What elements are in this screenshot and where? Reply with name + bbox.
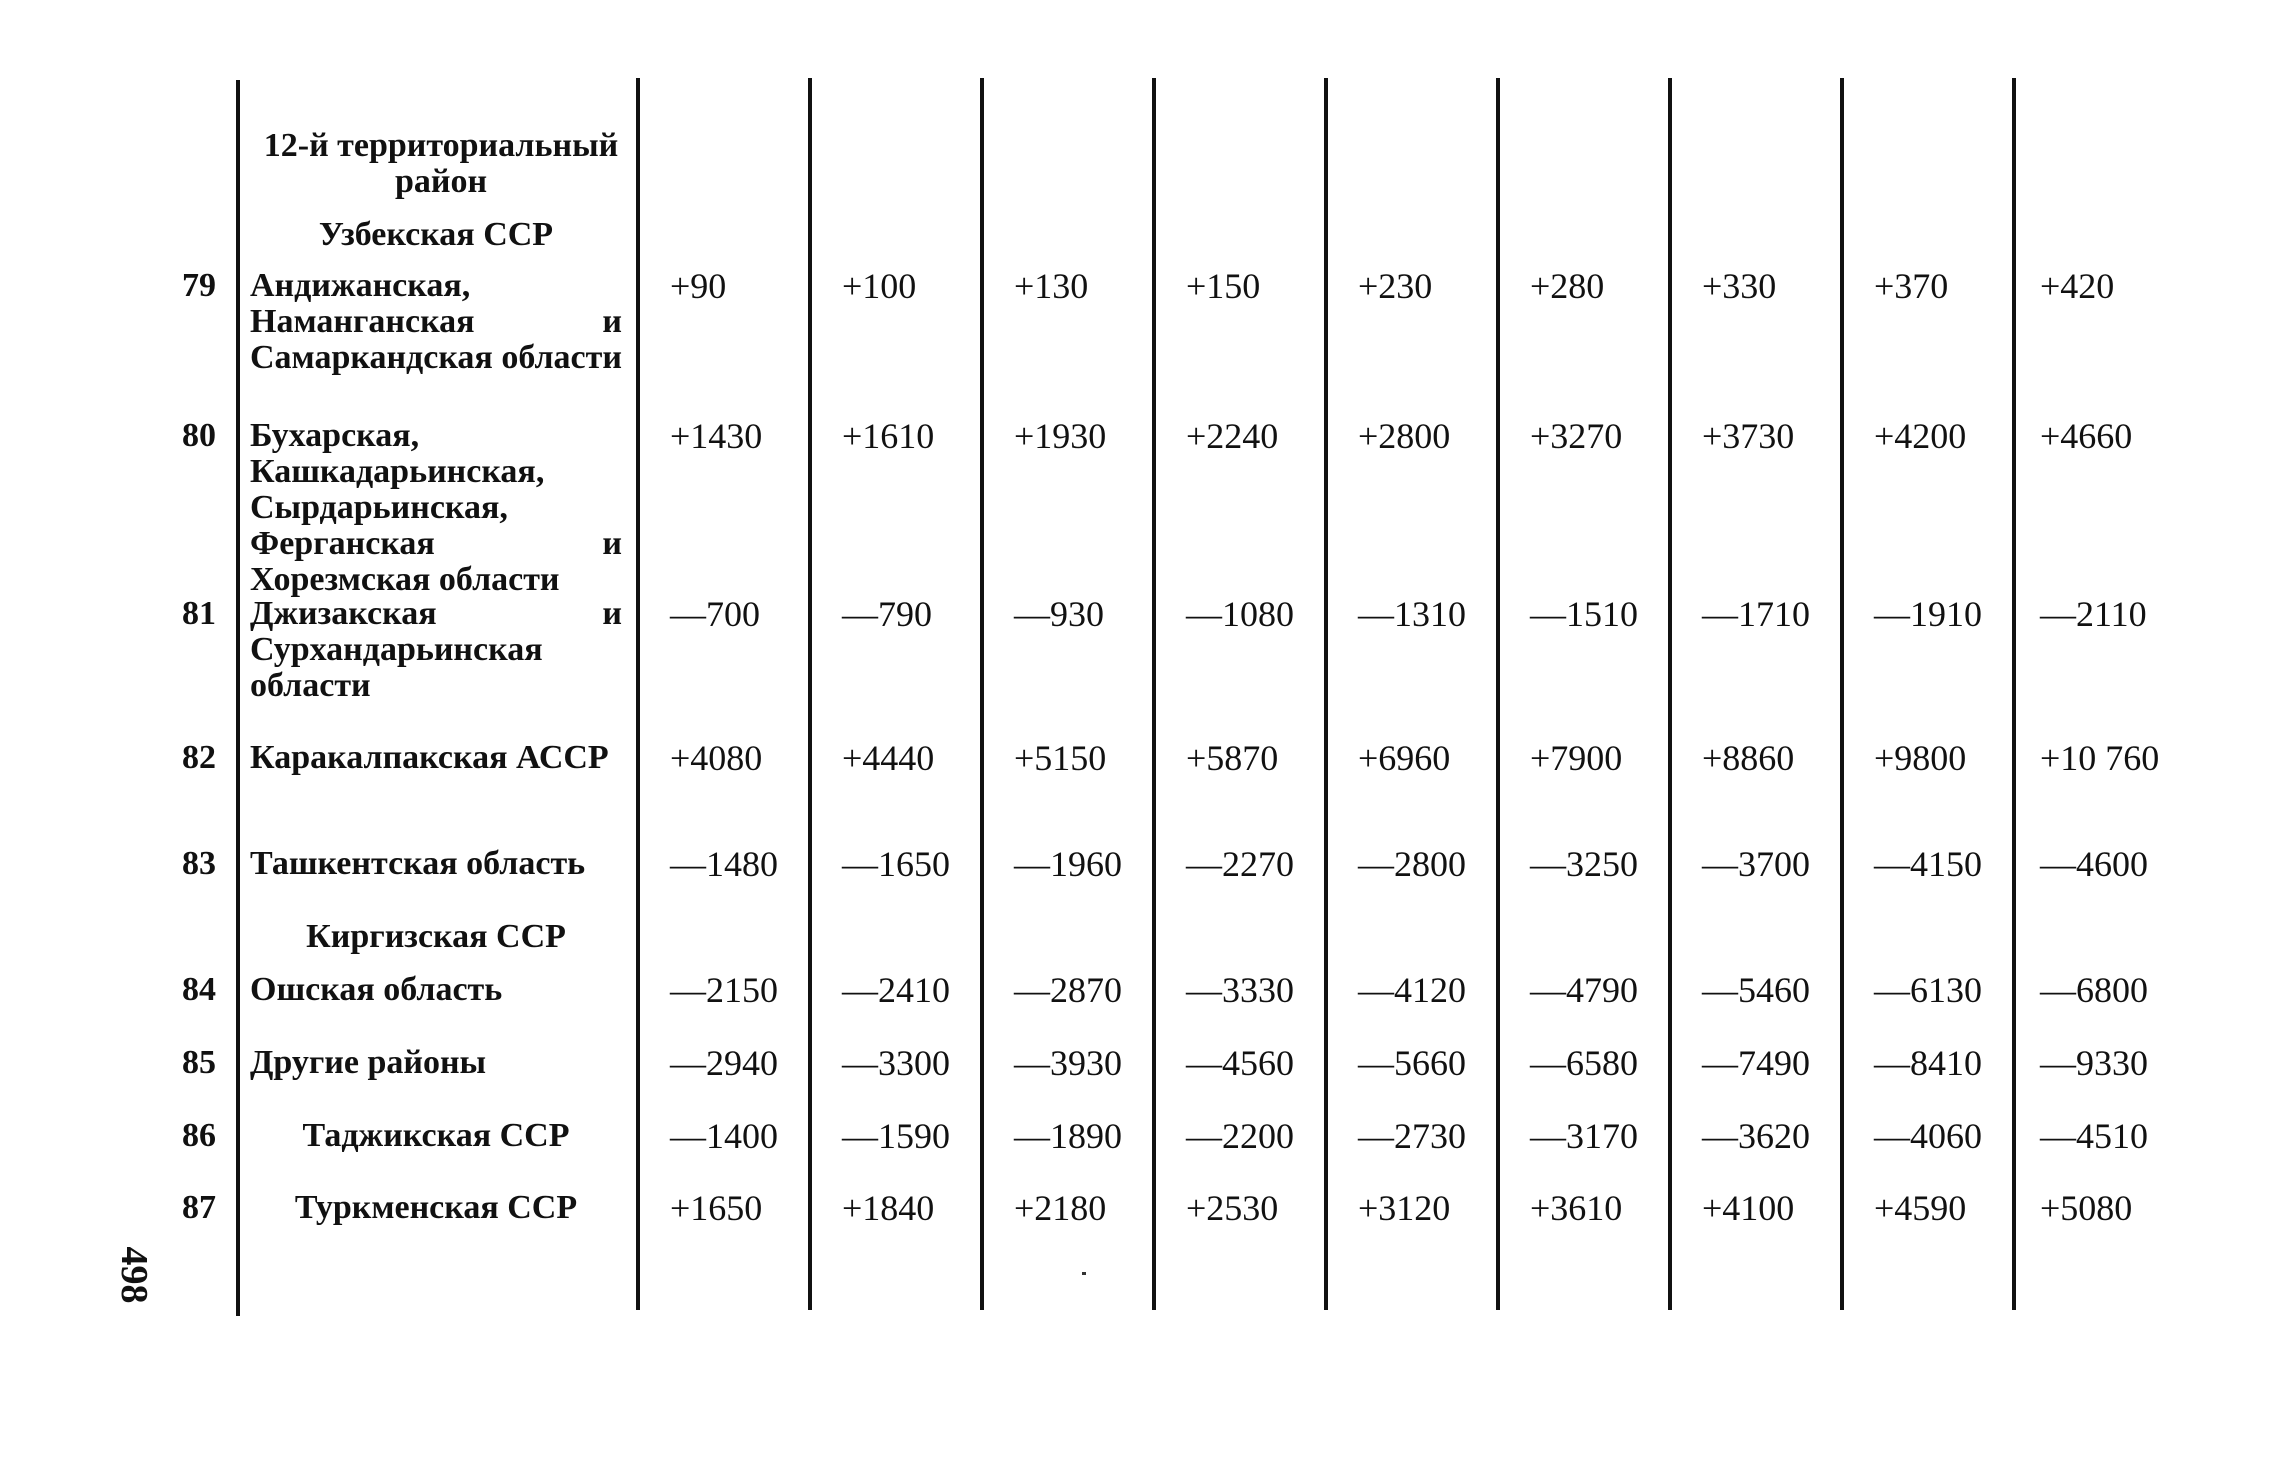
row-value: +2800 bbox=[1358, 416, 1451, 456]
row-value: —2870 bbox=[1014, 970, 1122, 1010]
row-number: 86 bbox=[182, 1117, 216, 1154]
row-value: —2410 bbox=[842, 970, 950, 1010]
row-number: 83 bbox=[182, 845, 216, 882]
group-heading-uzbek: Узбекская ССР bbox=[318, 216, 554, 253]
row-value: +4590 bbox=[1874, 1188, 1967, 1228]
row-name: Другие районы bbox=[250, 1044, 487, 1081]
row-value: —6130 bbox=[1874, 970, 1982, 1010]
row-value: —4150 bbox=[1874, 844, 1982, 884]
row-value: —6580 bbox=[1530, 1043, 1638, 1083]
row-name: Ошская область bbox=[250, 971, 503, 1008]
row-value: —930 bbox=[1014, 594, 1104, 634]
row-value: +280 bbox=[1530, 266, 1605, 306]
row-value: —1590 bbox=[842, 1116, 950, 1156]
row-name: Андижанская, Наманганская и Самаркандская области bbox=[250, 267, 622, 376]
row-name: Джизакская и Сурхандарьинская области bbox=[250, 595, 622, 704]
row-value: +370 bbox=[1874, 266, 1949, 306]
row-number: 81 bbox=[182, 595, 216, 632]
row-value: +3610 bbox=[1530, 1188, 1623, 1228]
page-number: 498 bbox=[113, 1246, 155, 1304]
row-value: —9330 bbox=[2040, 1043, 2148, 1083]
row-value: +10 760 bbox=[2040, 738, 2160, 778]
row-value: —3930 bbox=[1014, 1043, 1122, 1083]
group-heading-kyrgyz: Киргизская ССР bbox=[306, 918, 566, 955]
row-name: Ташкентская область bbox=[250, 845, 586, 882]
row-value: —1510 bbox=[1530, 594, 1638, 634]
row-value: —2110 bbox=[2040, 594, 2147, 634]
row-value: —2730 bbox=[1358, 1116, 1466, 1156]
row-value: —2200 bbox=[1186, 1116, 1294, 1156]
row-value: +3730 bbox=[1702, 416, 1795, 456]
row-value: —2150 bbox=[670, 970, 778, 1010]
row-value: —4510 bbox=[2040, 1116, 2148, 1156]
row-value: +230 bbox=[1358, 266, 1433, 306]
row-value: —5660 bbox=[1358, 1043, 1466, 1083]
row-value: +150 bbox=[1186, 266, 1261, 306]
row-value: —1960 bbox=[1014, 844, 1122, 884]
row-value: +1650 bbox=[670, 1188, 763, 1228]
row-value: +6960 bbox=[1358, 738, 1451, 778]
row-value: +5870 bbox=[1186, 738, 1279, 778]
row-value: +2530 bbox=[1186, 1188, 1279, 1228]
row-value: +4200 bbox=[1874, 416, 1967, 456]
row-value: —4790 bbox=[1530, 970, 1638, 1010]
row-value: +7900 bbox=[1530, 738, 1623, 778]
row-value: +1840 bbox=[842, 1188, 935, 1228]
row-number: 79 bbox=[182, 267, 216, 304]
row-number: 80 bbox=[182, 417, 216, 454]
row-value: —790 bbox=[842, 594, 932, 634]
row-value: —4120 bbox=[1358, 970, 1466, 1010]
row-value: —4600 bbox=[2040, 844, 2148, 884]
row-value: +1930 bbox=[1014, 416, 1107, 456]
row-value: —3300 bbox=[842, 1043, 950, 1083]
row-value: —3330 bbox=[1186, 970, 1294, 1010]
row-value: +3120 bbox=[1358, 1188, 1451, 1228]
row-value: +4440 bbox=[842, 738, 935, 778]
row-value: +9800 bbox=[1874, 738, 1967, 778]
row-value: —2940 bbox=[670, 1043, 778, 1083]
row-value: +4100 bbox=[1702, 1188, 1795, 1228]
row-value: +1430 bbox=[670, 416, 763, 456]
row-value: —1480 bbox=[670, 844, 778, 884]
row-value: —3700 bbox=[1702, 844, 1810, 884]
row-value: +8860 bbox=[1702, 738, 1795, 778]
row-name: Таджикская ССР bbox=[302, 1117, 570, 1154]
print-speck bbox=[1082, 1272, 1086, 1275]
row-value: —1080 bbox=[1186, 594, 1294, 634]
row-name: Бухарская, Кашкадарьинская, Сырдарьинская, Ферганская и Хорезмская области bbox=[250, 417, 622, 598]
row-value: +4080 bbox=[670, 738, 763, 778]
row-name: Каракалпакская АССР bbox=[250, 739, 609, 776]
row-value: +2240 bbox=[1186, 416, 1279, 456]
column-rule bbox=[236, 80, 240, 1316]
row-value: —3250 bbox=[1530, 844, 1638, 884]
row-number: 85 bbox=[182, 1044, 216, 1081]
row-value: —5460 bbox=[1702, 970, 1810, 1010]
row-value: +100 bbox=[842, 266, 917, 306]
row-value: —4060 bbox=[1874, 1116, 1982, 1156]
row-value: —1310 bbox=[1358, 594, 1466, 634]
row-value: —1650 bbox=[842, 844, 950, 884]
row-value: —700 bbox=[670, 594, 760, 634]
row-value: —8410 bbox=[1874, 1043, 1982, 1083]
column-rule bbox=[636, 78, 640, 1310]
row-value: —3170 bbox=[1530, 1116, 1638, 1156]
row-value: —2270 bbox=[1186, 844, 1294, 884]
row-value: —1710 bbox=[1702, 594, 1810, 634]
row-value: +420 bbox=[2040, 266, 2115, 306]
row-value: —4560 bbox=[1186, 1043, 1294, 1083]
row-value: +1610 bbox=[842, 416, 935, 456]
row-value: +4660 bbox=[2040, 416, 2133, 456]
row-value: +90 bbox=[670, 266, 727, 306]
row-value: —1890 bbox=[1014, 1116, 1122, 1156]
row-value: +5150 bbox=[1014, 738, 1107, 778]
row-value: +3270 bbox=[1530, 416, 1623, 456]
row-number: 84 bbox=[182, 971, 216, 1008]
row-name: Туркменская ССР bbox=[294, 1189, 578, 1226]
row-number: 87 bbox=[182, 1189, 216, 1226]
row-value: —3620 bbox=[1702, 1116, 1810, 1156]
row-value: +130 bbox=[1014, 266, 1089, 306]
row-number: 82 bbox=[182, 739, 216, 776]
row-value: —7490 bbox=[1702, 1043, 1810, 1083]
row-value: +5080 bbox=[2040, 1188, 2133, 1228]
row-value: —6800 bbox=[2040, 970, 2148, 1010]
row-value: —1910 bbox=[1874, 594, 1982, 634]
region-title: 12-й территориальный район bbox=[263, 127, 619, 200]
row-value: —2800 bbox=[1358, 844, 1466, 884]
row-value: —1400 bbox=[670, 1116, 778, 1156]
row-value: +330 bbox=[1702, 266, 1777, 306]
row-value: +2180 bbox=[1014, 1188, 1107, 1228]
